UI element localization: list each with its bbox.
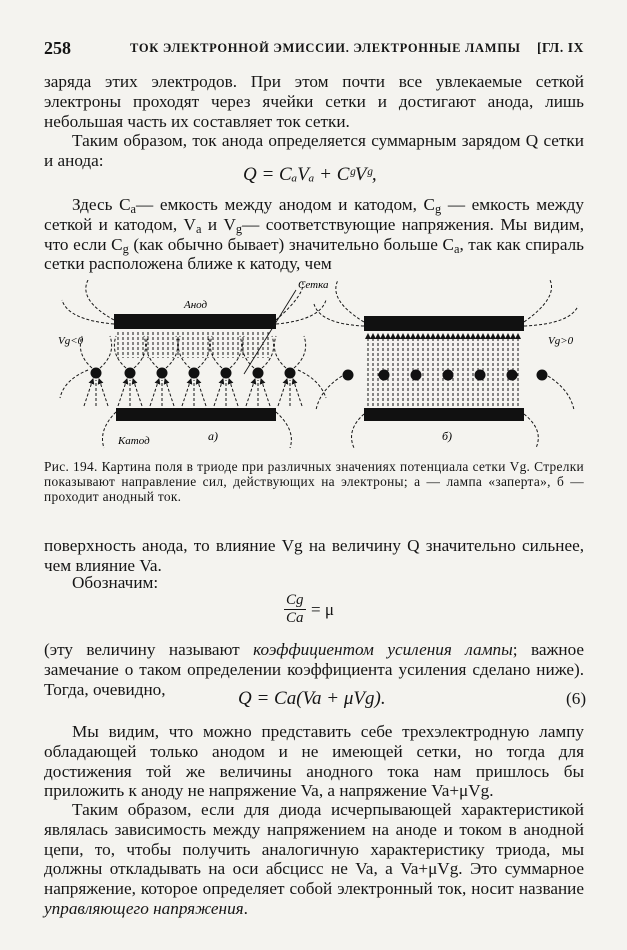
page-header xyxy=(44,38,584,60)
field-line-a-lower xyxy=(261,379,270,406)
field-line-a-lower xyxy=(150,379,159,406)
grid-wire-a xyxy=(221,368,232,379)
fringe-line-a xyxy=(103,412,117,448)
page-number: 258 xyxy=(44,38,71,58)
equation-6-number: (6) xyxy=(566,689,587,708)
fringe-line-b xyxy=(524,280,552,322)
paragraph-4: поверхность анода, то влияние Vg на величину Q значительно сильнее, чем влияние Va. xyxy=(44,536,584,575)
field-line-a-lower xyxy=(246,379,255,406)
grid-wire-a xyxy=(189,368,200,379)
grid-wire-b xyxy=(507,370,518,381)
field-line-a-lower xyxy=(229,379,238,406)
paragraph-7: Мы видим, что можно представить себе трехэлектродную лампу обладающей только анодом и не имеющей сетки, но тогда для достижения той же величины анодного тока нам пришлось бы приложить к аноду не напряжение Va, а напряжение Va+μVg. xyxy=(44,722,584,801)
field-line-a-upper xyxy=(100,336,112,368)
fraction-denominator: Ca xyxy=(286,610,304,626)
label-cathode: Катод xyxy=(118,435,150,447)
field-line-a-upper xyxy=(114,336,126,368)
label-anode: Анод xyxy=(184,299,208,311)
grid-wires-a xyxy=(91,368,296,379)
anode-plate-a xyxy=(114,314,276,329)
fringe-line-a xyxy=(60,370,88,398)
field-line-a-lower xyxy=(278,379,287,406)
figure-caption: Рис. 194. Картина поля в триоде при различных значениях потенциала сетки Vg. Стрелки показывают направление сил, действующих на электроны; а — лампа «заперта», б — проходит анодный ток. xyxy=(44,459,584,504)
paragraph-5: Обозначим: xyxy=(72,573,159,592)
fringe-line-b xyxy=(314,304,364,326)
grid-wire-a xyxy=(253,368,264,379)
field-line-a-lower xyxy=(99,379,108,406)
grid-wire-b xyxy=(379,370,390,381)
paragraph-6: (эту величину называют коэффициентом усиления лампы; важное замечание о таком определении коэффициента усиления сделано ниже). Тогда, очевидно, xyxy=(44,640,585,699)
fringe-line-a xyxy=(62,300,114,324)
fringe-line-a xyxy=(298,370,326,398)
label-panel-a: а) xyxy=(208,429,218,443)
grid-pointer-line xyxy=(244,290,296,374)
fringe-line-b xyxy=(548,376,574,410)
grid-wire-b xyxy=(411,370,422,381)
label-panel-b: б) xyxy=(442,429,453,443)
paragraph-2: Таким образом, ток анода определяется суммарным зарядом Q сетки и анода: xyxy=(44,131,584,170)
grid-wire-b xyxy=(537,370,548,381)
paragraph-1: заряда этих электродов. При этом почти все увлекаемые сеткой электроны проходят через ячейки сетки и достигают анода, лишь небольшая часть их составляет ток сетки. xyxy=(44,72,584,131)
fringe-line-b xyxy=(336,280,364,322)
field-line-a-lower xyxy=(214,379,223,406)
fringe-line-b xyxy=(316,376,342,410)
equation-6: Q = Ca(Va + μVg). xyxy=(238,688,386,709)
field-line-a-lower xyxy=(197,379,206,406)
fringe-line-b xyxy=(352,414,364,448)
triode-field-figure xyxy=(58,280,598,452)
equation-charge: Q = CₐVₐ + CᵍVᵍ, xyxy=(243,164,377,185)
mu-definition xyxy=(284,592,354,632)
label-vg-negative: Vg<0 xyxy=(58,335,84,347)
field-line-a-lower xyxy=(165,379,174,406)
label-grid: Сетка xyxy=(298,280,329,291)
fringe-line-a xyxy=(86,280,114,320)
grid-wire-a xyxy=(285,368,296,379)
field-line-a-upper xyxy=(230,336,242,368)
cathode-plate-b xyxy=(364,408,524,421)
paragraph-3: Здесь $C_a—$ емкость между анодом и катодом, $C_g$ — емкость между сеткой и катодом, $V_a$ и $V_g—$ соответствующие напряжения. Мы видим, что если $C_g$ (как обычно бывает) значительно больше $C_a$, так как спираль сетки расположена ближе к катоду, чем xyxy=(44,195,585,274)
grid-wire-a xyxy=(91,368,102,379)
field-line-a-upper xyxy=(210,336,222,368)
fraction-rhs: = μ xyxy=(311,600,334,619)
grid-wire-a xyxy=(157,368,168,379)
anode-plate-b xyxy=(364,316,524,331)
chapter-label: [ГЛ. IX xyxy=(536,40,584,55)
fraction-numerator: Cg xyxy=(286,592,304,608)
field-line-a-lower xyxy=(293,379,302,406)
field-line-a-upper xyxy=(134,336,146,368)
label-vg-positive: Vg>0 xyxy=(548,335,574,347)
field-line-a-upper xyxy=(294,336,306,368)
field-line-a-lower xyxy=(118,379,127,406)
grid-wire-a xyxy=(125,368,136,379)
grid-wire-b xyxy=(443,370,454,381)
grid-wire-b xyxy=(475,370,486,381)
paragraph-8: Таким образом, если для диода исчерпывающей характеристикой являлась зависимость между напряжением на аноде и током в анодной цепи, то, чтобы получить аналогичную характеристику триода, мы должны откладывать на оси абсцисс не Va, а Va+μVg. Это суммарное напряжение, которое определяет собой электронный ток, носит название управляющего напряжения. xyxy=(44,800,584,918)
fringe-line-b xyxy=(524,414,538,448)
field-line-a-lower xyxy=(133,379,142,406)
cathode-plate-a xyxy=(116,408,276,421)
field-line-a-lower xyxy=(84,379,93,406)
field-line-a-lower xyxy=(182,379,191,406)
fringe-line-a xyxy=(276,300,326,324)
field-line-a-upper xyxy=(274,336,286,368)
grid-wire-b xyxy=(343,370,354,381)
running-title: ТОК ЭЛЕКТРОННОЙ ЭМИССИИ. ЭЛЕКТРОННЫЕ ЛАМПЫ xyxy=(130,41,521,55)
fringe-line-a xyxy=(276,412,291,448)
